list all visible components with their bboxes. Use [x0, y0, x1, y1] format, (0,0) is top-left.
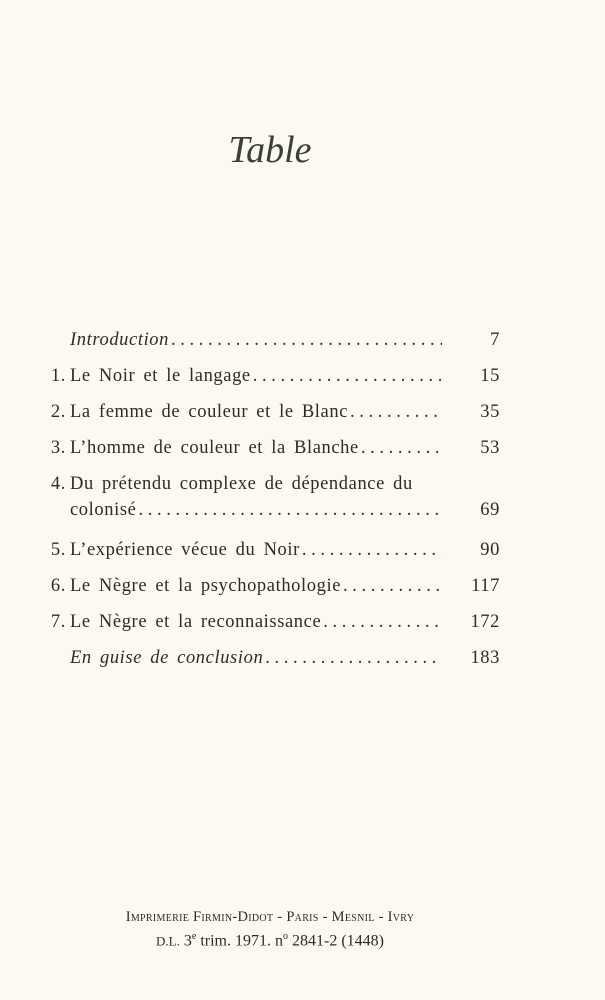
- toc-number: 7.: [50, 612, 66, 632]
- leader-dots: [323, 612, 442, 633]
- toc-page: 53: [480, 438, 500, 458]
- printer-colophon: [0, 907, 540, 951]
- legal-deposit-line: D.L. 3e trim. 1971. $n^o$ 2841-2 (1448): [156, 931, 384, 950]
- toc-label: Le Noir et le langage: [70, 366, 251, 386]
- printer-line: Imprimerie Firmin-Didot - Paris - Mesnil - Ivry: [125, 909, 415, 925]
- toc-label: L’homme de couleur et la Blanche: [70, 438, 359, 458]
- toc-label: Le Nègre et la reconnaissance: [70, 612, 322, 632]
- page-title: Table: [228, 129, 312, 171]
- toc-entry-introduction: [40, 330, 500, 366]
- table-of-contents: [40, 330, 500, 684]
- toc-entry-7: [40, 612, 500, 648]
- toc-label: Le Nègre et la psychopathologie: [70, 576, 342, 596]
- toc-number: 6.: [50, 576, 66, 596]
- toc-entry-4-line2: [40, 500, 500, 540]
- toc-page: 117: [471, 576, 500, 596]
- leader-dots: [253, 366, 442, 387]
- toc-label: Du prétendu complexe de dépendance du: [70, 474, 413, 494]
- toc-entry-1: [40, 366, 500, 402]
- toc-entry-4-line1: [40, 474, 500, 500]
- toc-label: La femme de couleur et le Blanc: [70, 402, 349, 422]
- leader-dots: [171, 330, 442, 351]
- toc-page: 90: [480, 540, 500, 560]
- leader-dots: [265, 648, 442, 669]
- toc-label: L’expérience vécue du Noir: [70, 540, 300, 560]
- toc-page: 69: [480, 500, 500, 520]
- toc-number: 4.: [50, 474, 66, 494]
- toc-entry-conclusion: [40, 648, 500, 684]
- toc-number: 5.: [50, 540, 66, 560]
- toc-number: 3.: [50, 438, 66, 458]
- toc-entry-3: [40, 438, 500, 474]
- toc-label: colonisé: [70, 500, 137, 520]
- toc-number: 2.: [50, 402, 66, 422]
- toc-page: 7: [490, 330, 500, 350]
- leader-dots: [350, 402, 442, 423]
- toc-page: 183: [470, 648, 500, 668]
- toc-page: 15: [480, 366, 500, 386]
- toc-label: Introduction: [70, 330, 170, 350]
- toc-entry-5: [40, 540, 500, 576]
- leader-dots: [343, 576, 442, 597]
- leader-dots: [138, 500, 442, 521]
- toc-entry-2: [40, 402, 500, 438]
- toc-page: 35: [480, 402, 500, 422]
- toc-number: 1.: [50, 366, 66, 386]
- leader-dots: [361, 438, 442, 459]
- toc-entry-6: [40, 576, 500, 612]
- toc-page: 172: [470, 612, 500, 632]
- toc-label: En guise de conclusion: [70, 648, 264, 668]
- leader-dots: [302, 540, 442, 561]
